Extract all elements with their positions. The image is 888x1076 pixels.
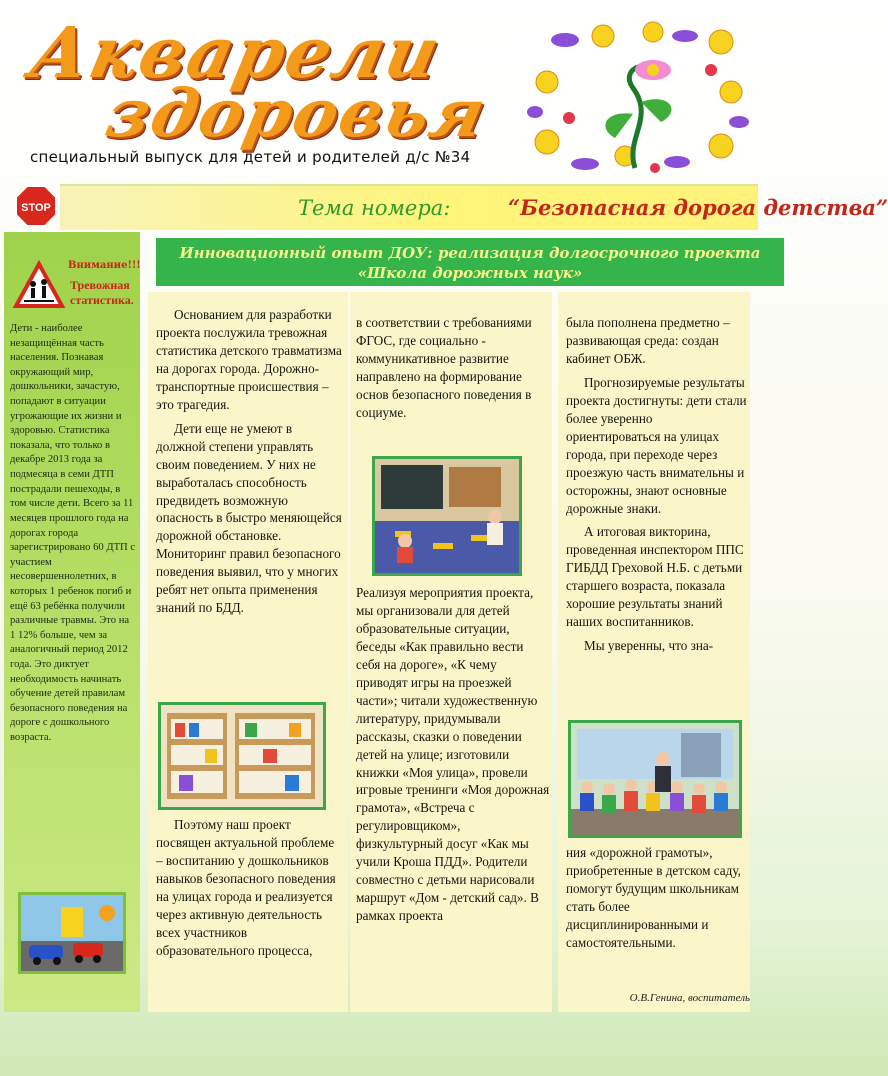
children-crossing-warning-icon <box>14 262 64 308</box>
article-banner <box>156 238 784 286</box>
attention-label: Внимание!!! <box>68 260 141 271</box>
title-line-2: здоровья <box>99 74 494 152</box>
paragraph: была пополнена предметно – развивающая среда: создан кабинет ОБЖ. <box>566 315 730 366</box>
article-column-2 <box>350 292 552 1012</box>
sidebar-photo <box>18 892 126 974</box>
paragraph: Основанием для разработки проекта послужила тревожная статистика детского травматизма на дорогах города. Дорожно-транспортные происшествия – это трагедия. <box>156 307 342 412</box>
theme-label: Тема номера: <box>298 196 451 220</box>
flower-sun-illustration-icon <box>525 18 755 178</box>
group-photo <box>568 720 742 838</box>
column-1-text-top <box>156 306 344 623</box>
paragraph: Мы уверенны, что зна- <box>584 638 714 654</box>
title-line-1: Акварели <box>23 11 449 94</box>
masthead <box>12 10 532 166</box>
sidebar-text: Дети - наиболее незащищённая часть населения. Познавая окружающий мир, дошкольники, зачастую, попадают в ситуации угрожающие их жизни и здоровью. Статистика показала, что только в декабре 2013 года за подмесяца в семи ДТП пострадали пешеходы, в том числе дети. Всего за 11 месяцев прошлого года на дорогах города зарегистрировано 60 ДТП с участием несовершеннолетних, в которых 1 ребенок погиб и ещё 63 ребёнка получили различные травмы. Это на 1 12% больше, чем за аналогичный период 2012 года. Это диктует необходимость начинать обучение детей правилам безопасного поведения на дороге с дошкольного возраста. <box>10 323 136 744</box>
column-1-text-bottom <box>156 816 344 966</box>
paragraph: в соответствии с требованиями ФГОС, где социально - коммуникативное развитие направлено на формирование основ безопасного поведения в социуме. <box>356 315 532 420</box>
banner-line-2: «Школа дорожных наук» <box>357 264 583 282</box>
paragraph: Поэтому наш проект посвящен актуальной проблеме – воспитанию у дошкольников навыков безопасного поведения на улицах города и реализуется через активную деятельность всех участников образовательного процесса, <box>156 817 336 958</box>
paragraph: А итоговая викторина, проведенная инспектором ППС ГИБДД Греховой Н.Б. с детьми старшего возраста, показала хорошие результаты знаний наших воспитанников. <box>566 524 744 630</box>
article-column-3 <box>558 292 750 1012</box>
paragraph: Прогнозируемые результаты проекта достигнуты: дети стали более уверенно ориентироваться на улицах города, при переходе через проезжую часть внимательны и осторожны, знают основные дорожные знаки. <box>566 374 747 516</box>
children-playroom-photo-icon <box>375 459 519 573</box>
theme-band <box>60 184 888 230</box>
author-signature: О.В.Генина, воспитатель <box>629 992 750 1004</box>
classroom-shelves-photo-icon <box>161 705 323 807</box>
alarm-statistics-label: Тревожная статистика. <box>70 278 134 307</box>
stop-sign-icon <box>14 184 58 228</box>
children-group-photo-icon <box>571 723 739 835</box>
theme-value: “Безопасная дорога детства” <box>508 195 888 220</box>
column-3-text-top <box>566 314 750 661</box>
column-2-text-top <box>356 314 550 428</box>
stop-sign-text: STOP <box>21 202 51 214</box>
paragraph: Дети еще не умеют в должной степени управлять своим поведением. У них не выработалась способность предвидеть возможную опасность в быстро меняющейся дорожной обстановке. Мониторинг правил безопасного поведения выявил, что у многих ребят нет опыта применения знаний по БДД. <box>156 420 342 616</box>
column-3-text-bottom <box>566 844 750 958</box>
paragraph: Реализуя мероприятия проекта, мы организовали для детей образовательные ситуации, беседы «Как правильно вести себя на дороге», «К чему приводят игры на проезжей части»; читали художественную литературу, придумывали рассказы, сказки о поведении детей на улице; изготовили книжки «Моя улица», провели игровые тренинги «Моя дорожная грамота», «Встреча с регулировщиком», физкультурный досуг «Как мы учили Кроша ПДД». Родители совместно с детьми нарисовали маршрут «Дом - детский сад». В рамках проекта <box>356 585 550 924</box>
subtitle: специальный выпуск для детей и родителей д/с №34 <box>30 148 471 166</box>
banner-line-1: Инновационный опыт ДОУ: реализация долгосрочного проекта <box>179 244 761 262</box>
statistics-sidebar <box>4 232 140 1012</box>
article-column-1 <box>148 292 348 1012</box>
toy-cars-photo-icon <box>21 895 123 971</box>
shelves-photo <box>158 702 326 810</box>
paragraph: ния «дорожной грамоты», приобретенные в детском саду, помогут будущим школьникам стать более дисциплинированными и самостоятельными. <box>566 845 741 950</box>
playroom-photo <box>372 456 522 576</box>
column-2-text-bottom <box>356 584 550 931</box>
